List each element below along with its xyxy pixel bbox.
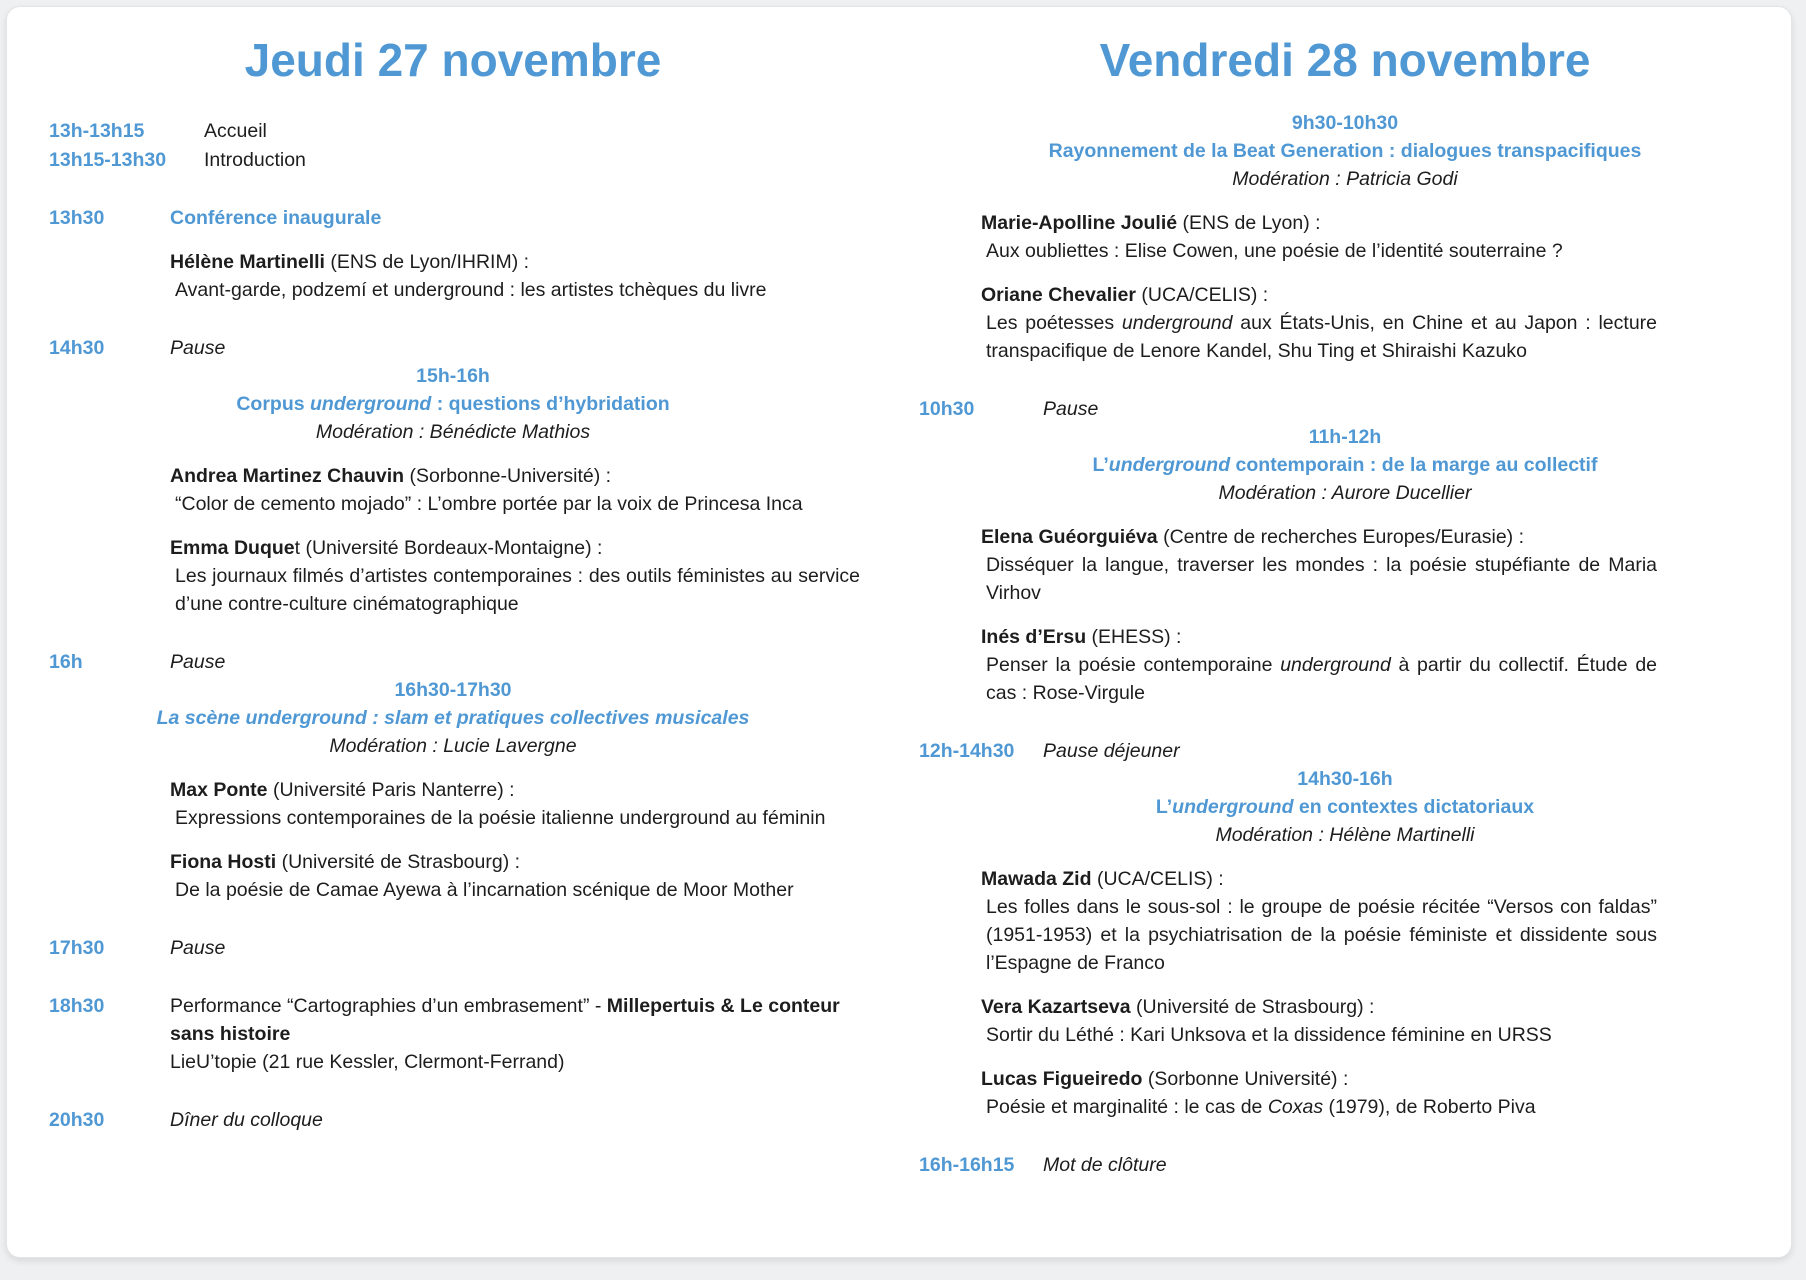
talk-title bbox=[981, 237, 1657, 265]
session-title bbox=[899, 793, 1791, 821]
time-label: 16h-16h15 bbox=[919, 1154, 1015, 1176]
talk bbox=[170, 534, 860, 618]
text-run: (UCA/CELIS) : bbox=[1091, 868, 1224, 890]
session-time bbox=[899, 109, 1791, 137]
text-run: Avant-garde, podzemí et underground : les artistes tchèques du livre bbox=[175, 279, 767, 301]
talk-title bbox=[981, 1021, 1657, 1049]
text-run: (EHESS) : bbox=[1086, 626, 1182, 648]
text-run: Fiona Hosti bbox=[170, 851, 277, 873]
text-run: Hélène Martinelli bbox=[170, 251, 325, 273]
text-run: underground bbox=[1172, 796, 1294, 818]
text-run: (1979), de Roberto Piva bbox=[1323, 1096, 1536, 1118]
text-run: Max Ponte bbox=[170, 779, 268, 801]
talk-title bbox=[981, 551, 1657, 607]
talk-title bbox=[170, 876, 860, 904]
text-run: 16h30-17h30 bbox=[394, 679, 512, 701]
schedule-row bbox=[899, 1151, 1791, 1179]
text-run: Modération : Lucie Lavergne bbox=[329, 735, 577, 757]
schedule-text bbox=[170, 992, 859, 1076]
talk bbox=[981, 209, 1657, 265]
session-time bbox=[7, 362, 899, 390]
text-run: (Centre de recherches Europes/Eurasie) : bbox=[1157, 526, 1524, 548]
session-moderation bbox=[7, 732, 899, 760]
schedule-text bbox=[170, 334, 859, 362]
day-title: Jeudi 27 novembre bbox=[244, 34, 662, 86]
day-blocks bbox=[899, 109, 1791, 1179]
session-time bbox=[899, 765, 1791, 793]
text-run: Penser la poésie contemporaine bbox=[986, 654, 1281, 676]
text-run: (Université de Strasbourg) : bbox=[1130, 996, 1375, 1018]
text-run: 15h-16h bbox=[416, 365, 490, 387]
session-moderation bbox=[899, 479, 1791, 507]
text-run: “Color de cemento mojado” : L’ombre portée par la voix de Princesa Inca bbox=[175, 493, 803, 515]
text-run: en contextes dictatoriaux bbox=[1293, 796, 1535, 818]
session-header bbox=[899, 765, 1791, 849]
text-run: Pause bbox=[170, 937, 226, 959]
text-run: à partir du collectif. Étude de cas : Rose-Virgule bbox=[986, 654, 1658, 704]
text-run: Dîner du colloque bbox=[170, 1109, 323, 1131]
text-run: Millepertuis & Le conteur sans histoire bbox=[170, 995, 840, 1045]
schedule-text bbox=[170, 204, 859, 232]
time-label: 18h30 bbox=[49, 995, 105, 1017]
speaker-line bbox=[981, 865, 1657, 893]
speaker-line bbox=[170, 462, 860, 490]
speaker-line bbox=[981, 281, 1657, 309]
talk-title bbox=[170, 276, 860, 304]
text-run: LieU’topie (21 rue Kessler, Clermont-Ferrand) bbox=[170, 1051, 565, 1073]
schedule-text bbox=[170, 934, 859, 962]
text-run: Les folles dans le sous-sol : le groupe de poésie récitée “Versos con faldas” (1951-1953) et la psychiatrisation de la poésie féministe et dissidente sous l’Espagne de Franco bbox=[986, 896, 1657, 974]
day-columns bbox=[7, 7, 1791, 1179]
session-title bbox=[899, 451, 1791, 479]
text-run: underground bbox=[310, 393, 432, 415]
text-run: Andrea Martinez Chauvin bbox=[170, 465, 405, 487]
day-column-jeudi bbox=[7, 7, 899, 1179]
session-moderation bbox=[7, 418, 899, 446]
schedule-row bbox=[7, 117, 899, 145]
speaker-line bbox=[170, 248, 860, 276]
talk-title bbox=[170, 490, 860, 518]
text-run: Lucas Figueiredo bbox=[981, 1068, 1143, 1090]
text-run: 9h30-10h30 bbox=[1291, 112, 1399, 134]
talk-title bbox=[981, 893, 1657, 977]
time-label: 13h-13h15 bbox=[49, 120, 145, 142]
talk-title bbox=[981, 651, 1657, 707]
talk bbox=[981, 523, 1657, 607]
text-run: : questions d’hybridation bbox=[431, 393, 670, 415]
text-run: 11h-12h bbox=[1308, 426, 1382, 448]
text-run: underground bbox=[1280, 654, 1391, 676]
text-run: Emma Duque bbox=[170, 537, 295, 559]
day-title: Vendredi 28 novembre bbox=[1099, 34, 1591, 86]
time-label: 20h30 bbox=[49, 1109, 105, 1131]
time-label: 17h30 bbox=[49, 937, 105, 959]
talk-title bbox=[170, 804, 860, 832]
text-run: underground bbox=[1121, 312, 1233, 334]
text-run: Rayonnement de la Beat Generation : dialogues transpacifiques bbox=[1048, 140, 1642, 162]
text-run: Mawada Zid bbox=[981, 868, 1092, 890]
talk bbox=[981, 1065, 1657, 1121]
text-run: (Sorbonne-Université) : bbox=[404, 465, 612, 487]
schedule-text bbox=[1043, 1151, 1751, 1179]
talk bbox=[170, 848, 860, 904]
talk bbox=[170, 776, 860, 832]
text-run: (ENS de Lyon/IHRIM) : bbox=[324, 251, 530, 273]
session-header bbox=[899, 423, 1791, 507]
text-run: Modération : Aurore Ducellier bbox=[1218, 482, 1472, 504]
schedule-text bbox=[204, 117, 859, 145]
text-run: (ENS de Lyon) : bbox=[1177, 212, 1321, 234]
time-label: 13h30 bbox=[49, 207, 105, 229]
session-header bbox=[899, 109, 1791, 193]
text-run: L’ bbox=[1092, 454, 1109, 476]
text-run: Expressions contemporaines de la poésie italienne underground au féminin bbox=[175, 807, 826, 829]
session-header bbox=[7, 676, 899, 760]
session-moderation bbox=[899, 165, 1791, 193]
text-run: Inés d’Ersu bbox=[981, 626, 1087, 648]
text-run: Modération : Bénédicte Mathios bbox=[315, 421, 591, 443]
schedule-row bbox=[7, 204, 899, 232]
text-run: Accueil bbox=[204, 120, 267, 142]
text-run: Disséquer la langue, traverser les mondes : la poésie stupéfiante de Maria Virhov bbox=[986, 554, 1657, 604]
text-run: La scène underground : slam et pratiques collectives musicales bbox=[156, 707, 750, 729]
speaker-line bbox=[170, 848, 860, 876]
time-label: 10h30 bbox=[919, 398, 975, 420]
schedule-row bbox=[7, 648, 899, 676]
schedule-row bbox=[7, 934, 899, 962]
text-run: Elena Guéorguiéva bbox=[981, 526, 1158, 548]
day-blocks bbox=[7, 117, 899, 1134]
text-run: Les poétesses bbox=[986, 312, 1122, 334]
speaker-line bbox=[981, 523, 1657, 551]
text-run: Corpus bbox=[236, 393, 310, 415]
schedule-text bbox=[204, 146, 859, 174]
session-header bbox=[7, 362, 899, 446]
schedule-text bbox=[170, 1106, 859, 1134]
text-run: 14h30-16h bbox=[1297, 768, 1393, 790]
text-run: De la poésie de Camae Ayewa à l’incarnation scénique de Moor Mother bbox=[175, 879, 794, 901]
talk-title bbox=[981, 1093, 1657, 1121]
session-title bbox=[7, 704, 899, 732]
speaker-line bbox=[981, 993, 1657, 1021]
text-run: (UCA/CELIS) : bbox=[1136, 284, 1269, 306]
text-run: Les journaux filmés d’artistes contemporaines : des outils féministes au service d’une contre-culture cinématographique bbox=[175, 565, 860, 615]
text-run: aux États-Unis, en Chine et au Japon : lecture transpacifique de Lenore Kandel, Shu Ting et Shiraishi Kazuko bbox=[986, 312, 1657, 362]
time-label: 16h bbox=[49, 651, 83, 673]
text-run: L’ bbox=[1155, 796, 1173, 818]
text-run: underground bbox=[1108, 454, 1231, 476]
speaker-line bbox=[981, 1065, 1657, 1093]
talk-title bbox=[981, 309, 1657, 365]
text-run: Introduction bbox=[204, 149, 306, 171]
schedule-text bbox=[1043, 737, 1751, 765]
text-run: Sortir du Léthé : Kari Unksova et la dissidence féminine en URSS bbox=[986, 1024, 1552, 1046]
time-label: 14h30 bbox=[49, 337, 105, 359]
text-run: Oriane Chevalier bbox=[981, 284, 1136, 306]
program-page bbox=[6, 6, 1792, 1258]
talk bbox=[981, 623, 1657, 707]
text-run: Pause bbox=[170, 337, 226, 359]
session-title bbox=[7, 390, 899, 418]
text-run: Vera Kazartseva bbox=[981, 996, 1131, 1018]
text-run: Poésie et marginalité : le cas de bbox=[986, 1096, 1268, 1118]
session-title bbox=[899, 137, 1791, 165]
time-label: 13h15-13h30 bbox=[49, 149, 167, 171]
speaker-line bbox=[981, 209, 1657, 237]
speaker-line bbox=[170, 534, 860, 562]
text-run: Aux oubliettes : Elise Cowen, une poésie de l’identité souterraine ? bbox=[986, 240, 1563, 262]
day-column-vendredi bbox=[899, 7, 1791, 1179]
talk bbox=[170, 248, 860, 304]
schedule-row bbox=[899, 737, 1791, 765]
text-run: (Université Paris Nanterre) : bbox=[267, 779, 515, 801]
talk-title bbox=[170, 562, 860, 618]
text-run: (Sorbonne Université) : bbox=[1142, 1068, 1349, 1090]
schedule-row bbox=[7, 334, 899, 362]
speaker-line bbox=[170, 776, 860, 804]
text-run: t (Université Bordeaux-Montaigne) : bbox=[294, 537, 603, 559]
talk bbox=[981, 993, 1657, 1049]
text-run: Marie-Apolline Joulié bbox=[981, 212, 1178, 234]
text-run: Pause bbox=[170, 651, 226, 673]
schedule-row bbox=[899, 395, 1791, 423]
text-run: Modération : Patricia Godi bbox=[1232, 168, 1458, 190]
session-time bbox=[899, 423, 1791, 451]
text-run: Performance “Cartographies d’un embrasement” - bbox=[170, 995, 607, 1017]
schedule-row bbox=[7, 146, 899, 174]
schedule-row bbox=[7, 1106, 899, 1134]
text-run: (Université de Strasbourg) : bbox=[276, 851, 521, 873]
talk bbox=[981, 865, 1657, 977]
text-run: Pause déjeuner bbox=[1043, 740, 1180, 762]
speaker-line bbox=[981, 623, 1657, 651]
talk bbox=[170, 462, 860, 518]
text-run: Coxas bbox=[1267, 1096, 1324, 1118]
text-run: Pause bbox=[1043, 398, 1099, 420]
schedule-text bbox=[1043, 395, 1751, 423]
text-run: Modération : Hélène Martinelli bbox=[1215, 824, 1475, 846]
session-time bbox=[7, 676, 899, 704]
time-label: 12h-14h30 bbox=[919, 740, 1015, 762]
session-moderation bbox=[899, 821, 1791, 849]
schedule-text bbox=[170, 648, 859, 676]
schedule-row bbox=[7, 992, 899, 1076]
talk bbox=[981, 281, 1657, 365]
text-run: Conférence inaugurale bbox=[170, 207, 382, 229]
text-run: contemporain : de la marge au collectif bbox=[1230, 454, 1598, 476]
text-run: Mot de clôture bbox=[1043, 1154, 1167, 1176]
